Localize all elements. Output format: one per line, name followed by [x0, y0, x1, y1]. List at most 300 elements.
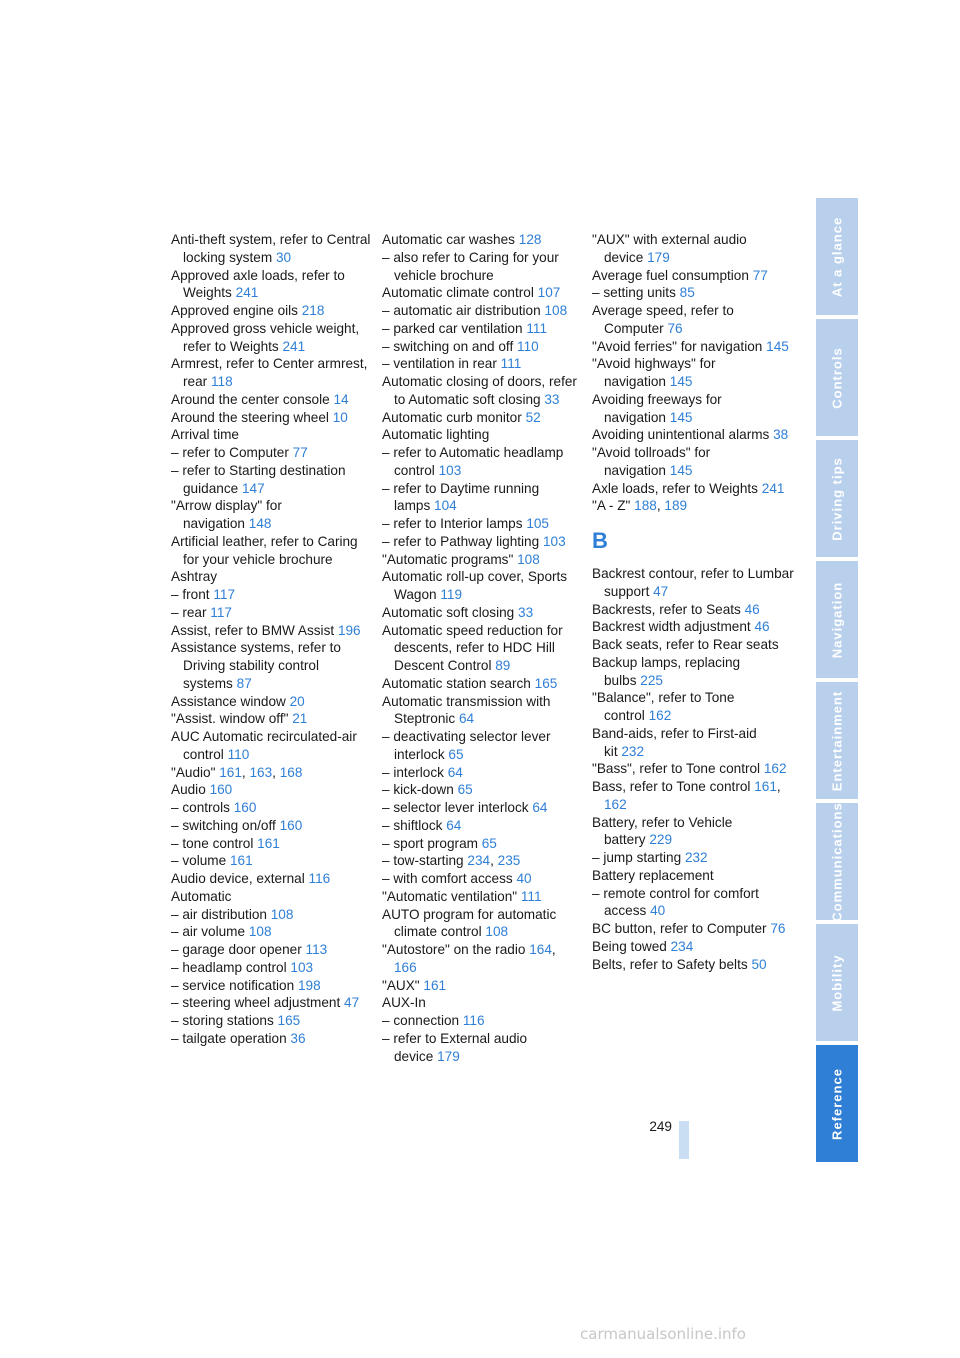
index-entry-text: – ventilation in rear: [382, 356, 497, 372]
index-entry-text: – with comfort access: [382, 871, 513, 886]
page-reference-link[interactable]: 234: [670, 938, 694, 954]
index-entry: [382, 320, 582, 338]
index-entry-text: – jump starting: [592, 850, 682, 865]
index-entry-text: Approved axle loads, refer to Weights: [171, 267, 345, 301]
index-entry: [592, 938, 797, 956]
index-entry-text: "Bass", refer to Tone control: [592, 761, 761, 777]
page-reference-link[interactable]: 36: [290, 1030, 306, 1046]
index-entry: [382, 284, 582, 302]
index-entry: [171, 888, 371, 906]
index-entry: [171, 781, 371, 799]
page-reference-link[interactable]: 103: [438, 462, 462, 478]
index-entry: [171, 941, 371, 959]
index-entry-text: "Avoid highways" for navigation: [592, 356, 716, 389]
index-entry: [382, 728, 582, 764]
index-entry-text: – air volume: [171, 924, 246, 940]
page-reference-link[interactable]: 104: [434, 498, 457, 514]
index-entry-text: "Avoid tollroads" for navigation: [592, 445, 711, 478]
index-entry: [171, 444, 371, 462]
index-entry: [382, 338, 582, 356]
index-entry: [171, 693, 371, 711]
index-entry: [592, 565, 797, 601]
index-entry: [592, 956, 797, 974]
index-entry: [592, 760, 797, 778]
chapter-tab-label: Communications: [829, 801, 845, 922]
index-entry-text: – service notification: [171, 977, 295, 993]
page-reference-link[interactable]: 38: [773, 427, 789, 443]
index-entry-text: Anti-theft system, refer to Central locking system: [171, 232, 371, 265]
page-reference-link[interactable]: 198: [297, 977, 321, 993]
page-reference-link[interactable]: 160: [209, 782, 233, 798]
index-entry: [382, 568, 582, 604]
page-reference-link[interactable]: 108: [248, 924, 272, 940]
page-reference-link[interactable]: 64: [459, 711, 475, 727]
index-entry-text: – tow-starting: [382, 853, 464, 869]
index-entry: [592, 231, 797, 267]
index-entry: [592, 618, 797, 636]
page-reference-link[interactable]: 188: [634, 498, 657, 514]
page-reference-link[interactable]: 85: [679, 285, 695, 301]
index-entry-text: – parked car ventilation: [382, 320, 523, 336]
page-reference-link[interactable]: 52: [525, 409, 541, 425]
index-entry-text: Arrival time: [171, 427, 239, 443]
page-reference-link[interactable]: 111: [520, 888, 542, 904]
index-entry-text: – also refer to Caring for your vehicle brochure: [382, 249, 559, 283]
index-entry: [592, 725, 797, 761]
index-entry: [592, 654, 797, 690]
index-entry: [382, 888, 582, 906]
page-reference-link[interactable]: 196: [337, 622, 361, 638]
index-entry-text: Automatic roll-up cover, Sports Wagon: [382, 569, 568, 602]
page-reference-link[interactable]: 10: [332, 409, 348, 425]
index-entry: [592, 444, 797, 480]
index-entry: [382, 675, 582, 693]
page-reference-link[interactable]: 110: [517, 338, 539, 354]
page-reference-link[interactable]: 103: [290, 959, 314, 975]
page-reference-link[interactable]: 111: [500, 356, 522, 372]
index-entry-text: – volume: [171, 853, 227, 869]
page-reference-link[interactable]: 164: [529, 942, 552, 957]
index-entry-text: AUTO program for automatic climate control: [382, 906, 557, 940]
index-entry: [382, 231, 582, 249]
index-entry-text: – refer to External audio device: [382, 1030, 528, 1064]
index-entry: [171, 1012, 371, 1030]
index-entry-text: Avoiding freeways for navigation: [592, 391, 722, 425]
index-entry-text: – tailgate operation: [171, 1030, 287, 1046]
chapter-tab-at-a-glance[interactable]: [816, 198, 858, 315]
index-entry-text: Back seats, refer to Rear seats: [592, 637, 779, 652]
page-reference-link[interactable]: 234: [467, 853, 491, 869]
page-reference-link[interactable]: 111: [526, 320, 548, 336]
page-reference-link[interactable]: 108: [544, 303, 568, 318]
index-entry: [382, 533, 582, 551]
index-entry-text: Belts, refer to Safety belts: [592, 956, 748, 972]
page-reference-link[interactable]: 179: [647, 249, 670, 265]
index-entry: [592, 480, 797, 498]
index-entry: [592, 849, 797, 867]
index-column-1: [171, 231, 371, 1048]
page-reference-link[interactable]: 47: [344, 995, 360, 1011]
index-entry-text: – connection: [382, 1013, 460, 1028]
page-reference-link[interactable]: 108: [485, 924, 509, 940]
index-entry-text: "Audio": [171, 764, 216, 780]
index-entry: [382, 693, 582, 729]
index-entry-text: Automatic curb monitor: [382, 409, 522, 425]
page-reference-link[interactable]: 33: [518, 604, 534, 620]
index-entry: [171, 870, 371, 888]
index-entry: [592, 867, 797, 885]
chapter-tab-mobility[interactable]: [816, 924, 858, 1041]
chapter-tabs: [816, 198, 858, 1166]
index-entry: [171, 426, 371, 444]
index-entry-text: Assist, refer to BMW Assist: [171, 622, 335, 638]
page-reference-link[interactable]: 65: [448, 746, 464, 762]
index-entry: [171, 586, 371, 604]
index-entry: [592, 689, 797, 725]
index-entry: [382, 426, 582, 444]
index-entry-text: Backrest width adjustment: [592, 619, 751, 635]
page-reference-link[interactable]: 241: [282, 338, 306, 354]
page-reference-link[interactable]: 119: [440, 587, 463, 602]
page-reference-link[interactable]: 161: [219, 764, 242, 780]
index-entry: [171, 835, 371, 853]
chapter-tab-label: Reference: [829, 1067, 845, 1140]
chapter-tab-label: Mobility: [829, 953, 845, 1012]
index-entry: [382, 409, 582, 427]
index-entry: [171, 267, 371, 303]
index-entry: [382, 622, 582, 675]
index-entry: [382, 355, 582, 373]
index-entry-text: – automatic air distribution: [382, 303, 541, 318]
index-entry-text: "AUX": [382, 977, 420, 993]
chapter-tab-label: At a glance: [829, 216, 845, 297]
index-entry-text: Avoiding unintentional alarms: [592, 427, 770, 443]
index-entry-text: Assistance window: [171, 693, 286, 709]
index-entry-text: Backrest contour, refer to Lumbar support: [592, 566, 794, 599]
page-reference-link[interactable]: 87: [236, 675, 252, 691]
page-reference-link[interactable]: 148: [248, 516, 272, 531]
page-reference-link[interactable]: 65: [457, 782, 473, 798]
page-reference-link[interactable]: 40: [516, 871, 532, 886]
page-reference-link[interactable]: 64: [447, 764, 463, 780]
index-entry-text: Band-aids, refer to First-aid kit: [592, 725, 757, 759]
index-entry: [171, 1030, 371, 1048]
page-reference-link[interactable]: 46: [744, 601, 760, 617]
index-entry-text: – controls: [171, 800, 230, 815]
index-entry-text: Around the center console: [171, 391, 330, 407]
index-column-3: [592, 231, 797, 973]
chapter-tab-label: Navigation: [829, 581, 845, 658]
page-reference-link[interactable]: 47: [653, 583, 669, 599]
index-entry: [171, 355, 371, 391]
index-entry-text: – refer to Automatic headlamp control: [382, 445, 564, 478]
index-entry: [171, 409, 371, 427]
chapter-tab-controls[interactable]: [816, 319, 858, 436]
index-entry-text: Ashtray: [171, 569, 218, 585]
watermark: carmanualsonline.info: [580, 1325, 746, 1343]
index-entry-text: "Assist. window off": [171, 711, 289, 727]
index-entry: [171, 923, 371, 941]
page-reference-link[interactable]: 161: [257, 835, 280, 851]
page-reference-link[interactable]: 30: [275, 249, 292, 265]
index-entry: [171, 817, 371, 835]
index-entry: [382, 480, 582, 516]
index-entry-text: – refer to Starting destination guidance: [171, 462, 346, 496]
index-entry-text: – setting units: [592, 285, 676, 301]
index-entry: [382, 1030, 582, 1066]
index-entry: [171, 604, 371, 622]
index-entry-text: Battery replacement: [592, 867, 714, 883]
index-entry: [382, 870, 582, 888]
index-entry: [592, 601, 797, 619]
index-entry-text: Around the steering wheel: [171, 409, 329, 425]
index-entry: [171, 568, 371, 586]
page-reference-link[interactable]: 241: [761, 480, 785, 496]
page-reference-link[interactable]: 103: [542, 533, 566, 549]
index-entry: [592, 338, 797, 356]
index-entry-text: Assistance systems, refer to Driving stability control systems: [171, 640, 341, 691]
index-entry-text: Battery, refer to Vehicle battery: [592, 814, 733, 848]
page-reference-link[interactable]: 163: [249, 764, 273, 780]
index-entry: [171, 533, 371, 569]
chapter-tab-driving-tips[interactable]: [816, 440, 858, 557]
page-reference-link[interactable]: 229: [649, 832, 673, 848]
index-entry-text: – rear: [171, 604, 207, 620]
index-entry: [171, 977, 371, 995]
index-entry: [592, 267, 797, 285]
page-reference-link[interactable]: 20: [289, 693, 305, 709]
index-entry: [382, 604, 582, 622]
page-reference-link[interactable]: 105: [526, 516, 549, 531]
index-entry-text: Average speed, refer to Computer: [592, 303, 734, 336]
index-entry: [382, 817, 582, 835]
index-entry-text: "Arrow display" for navigation: [171, 498, 282, 531]
index-entry: [382, 906, 582, 942]
page-reference-link[interactable]: 165: [534, 675, 558, 691]
index-entry-text: "Autostore" on the radio: [382, 942, 526, 957]
page-reference-link[interactable]: 14: [333, 391, 349, 407]
page-reference-link[interactable]: 168: [279, 764, 303, 780]
index-entry: [382, 781, 582, 799]
chapter-tab-navigation[interactable]: [816, 561, 858, 678]
index-entry: [382, 977, 582, 995]
index-entry-text: – switching on and off: [382, 338, 514, 354]
index-entry-text: AUX-In: [382, 995, 426, 1011]
page-reference-link[interactable]: 232: [684, 850, 708, 865]
page-reference-link[interactable]: 225: [640, 672, 663, 688]
index-entry: [171, 231, 371, 267]
index-entry: [171, 622, 371, 640]
page-reference-link[interactable]: 232: [621, 743, 645, 759]
index-entry: "A - Z" 188, 189: [592, 498, 688, 514]
index-entry: [171, 906, 371, 924]
chapter-tab-entertainment[interactable]: [816, 682, 858, 799]
index-entry-text: Backrests, refer to Seats: [592, 601, 741, 617]
index-entry-text: – refer to Daytime running lamps: [382, 480, 540, 514]
chapter-tab-label: Controls: [829, 346, 845, 409]
page-reference-link[interactable]: 160: [233, 800, 257, 815]
index-entry-text: – kick-down: [382, 782, 454, 798]
page-reference-link[interactable]: 161: [229, 853, 253, 869]
index-entry: [171, 959, 371, 977]
index-entry: [592, 885, 797, 921]
page-reference-link[interactable]: 161: [754, 779, 777, 794]
index-entry-text: Audio device, external: [171, 871, 305, 886]
page-reference-link[interactable]: 117: [210, 604, 232, 620]
index-entry: [382, 799, 582, 817]
index-entry-text: – selector lever interlock: [382, 800, 529, 815]
index-entry: [382, 1012, 582, 1030]
index-entry-text: Armrest, refer to Center armrest, rear: [171, 356, 368, 389]
page-reference-link[interactable]: 147: [241, 480, 265, 496]
page-reference-link[interactable]: 108: [270, 906, 294, 922]
page-reference-link[interactable]: 165: [277, 1013, 301, 1028]
index-entry-text: – refer to Computer: [171, 445, 289, 460]
index-entry-text: Axle loads, refer to Weights: [592, 480, 758, 496]
page-reference-link[interactable]: 64: [532, 800, 548, 815]
index-entry-text: Automatic soft closing: [382, 604, 515, 620]
section-heading-b: B: [592, 528, 608, 553]
index-entry-text: – deactivating selector lever interlock: [382, 729, 551, 762]
index-entry-text: – shiftlock: [382, 817, 443, 833]
index-entry: [592, 920, 797, 938]
page-reference-link[interactable]: 235: [497, 853, 521, 869]
index-entry: [171, 462, 371, 498]
index-entry: "Autostore" on the radio 164, 166: [382, 942, 556, 975]
page-reference-link[interactable]: 89: [495, 658, 511, 673]
index-entry: Bass, refer to Tone control 161, 162: [592, 779, 781, 812]
page-reference-link[interactable]: 218: [301, 303, 325, 318]
index-entry-text: – refer to Interior lamps: [382, 516, 523, 531]
page-reference-link[interactable]: 50: [751, 956, 767, 972]
page-reference-link[interactable]: 160: [279, 817, 303, 833]
index-entry-text: – air distribution: [171, 906, 267, 922]
index-entry-text: Automatic climate control: [382, 285, 534, 301]
index-entry: [171, 391, 371, 409]
page-reference-link[interactable]: 46: [754, 619, 770, 635]
index-entry-text: Approved engine oils: [171, 303, 298, 318]
index-entry: [592, 391, 797, 427]
index-entry: [592, 355, 797, 391]
index-entry: [382, 302, 582, 320]
index-entry-text: "Avoid ferries" for navigation: [592, 338, 763, 354]
page-reference-link[interactable]: 162: [763, 761, 787, 777]
index-entry-text: – switching on/off: [171, 817, 276, 833]
index-entry-text: Audio: [171, 782, 206, 798]
page-reference-link[interactable]: 116: [462, 1013, 485, 1028]
index-entry-text: – steering wheel adjustment: [171, 995, 341, 1011]
page-reference-link[interactable]: 64: [446, 817, 462, 833]
page-reference-link[interactable]: 107: [537, 285, 561, 301]
page-reference-link[interactable]: 110: [227, 746, 250, 762]
index-entry: [382, 551, 582, 569]
index-entry: [171, 728, 371, 764]
index-entry: [171, 302, 371, 320]
page-reference-link[interactable]: 117: [213, 587, 235, 602]
index-entry: [382, 249, 582, 285]
page-reference-link[interactable]: 77: [752, 267, 768, 283]
page-reference-link[interactable]: 65: [481, 835, 497, 851]
index-entry: [382, 515, 582, 533]
index-entry-text: – storing stations: [171, 1013, 274, 1028]
page-reference-link[interactable]: 145: [669, 462, 693, 478]
index-entry-text: Artificial leather, refer to Caring for your vehicle brochure: [171, 533, 358, 567]
page-reference-link[interactable]: 118: [210, 374, 233, 389]
page-reference-link[interactable]: 76: [667, 320, 683, 336]
index-entry-text: Automatic speed reduction for descents, refer to HDC Hill Descent Control: [382, 622, 563, 673]
index-entry-text: "AUX" with external audio device: [592, 232, 747, 265]
index-entry: [382, 835, 582, 853]
index-entry-text: Backup lamps, replacing bulbs: [592, 654, 741, 688]
index-entry-text: – sport program: [382, 835, 478, 851]
page-reference-link[interactable]: 145: [669, 409, 693, 425]
chapter-tab-label: Driving tips: [829, 456, 845, 541]
page-reference-link[interactable]: 40: [650, 903, 666, 919]
index-entry-text: Automatic: [171, 888, 232, 904]
index-entry-text: – remote control for comfort access: [592, 885, 759, 919]
page-reference-link[interactable]: 108: [517, 551, 540, 567]
index-entry: – tow-starting 234, 235: [382, 853, 521, 869]
index-entry-text: "Automatic programs": [382, 551, 514, 567]
index-entry: [592, 636, 797, 654]
page-reference-link[interactable]: 116: [308, 871, 331, 886]
index-entry-text: – garage door opener: [171, 942, 302, 957]
chapter-tab-communications[interactable]: [816, 803, 858, 920]
page-reference-link[interactable]: 189: [664, 498, 688, 514]
index-entry: "Audio" 161, 163, 168: [171, 764, 303, 780]
index-entry-text: Automatic station search: [382, 675, 531, 691]
index-entry-text: BC button, refer to Computer: [592, 921, 767, 936]
index-entry-text: Automatic lighting: [382, 427, 490, 443]
index-entry-text: Automatic car washes: [382, 232, 515, 247]
index-group-a-continued: [592, 231, 797, 515]
page-reference-link[interactable]: 21: [292, 711, 308, 727]
page-reference-link[interactable]: 241: [235, 285, 259, 301]
index-entry-text: "Balance", refer to Tone control: [592, 690, 735, 723]
index-entry: [592, 426, 797, 444]
page-reference-link[interactable]: 113: [305, 942, 328, 957]
index-group-b: [592, 565, 797, 973]
chapter-tab-reference[interactable]: [816, 1045, 858, 1162]
index-entry: [171, 497, 371, 533]
index-entry-text: Bass, refer to Tone control: [592, 779, 751, 794]
index-entry: [171, 639, 371, 692]
page-reference-link[interactable]: 161: [423, 977, 447, 993]
index-entry: [382, 373, 582, 409]
page-reference-link[interactable]: 128: [518, 232, 542, 247]
index-entry-text: "Automatic ventilation": [382, 888, 518, 904]
page-reference-link[interactable]: 145: [766, 338, 789, 354]
page-reference-link[interactable]: 76: [770, 921, 786, 936]
index-entry-text: – headlamp control: [171, 959, 287, 975]
index-entry: [592, 284, 797, 302]
page-reference-link[interactable]: 33: [544, 391, 560, 407]
index-entry: [171, 994, 371, 1012]
page-reference-link[interactable]: 162: [604, 796, 627, 812]
page-reference-link[interactable]: 162: [648, 708, 672, 723]
index-entry: [382, 764, 582, 782]
page-reference-link[interactable]: 166: [394, 959, 417, 975]
index-entry-text: Approved gross vehicle weight, refer to Weights: [171, 320, 360, 354]
index-entry-text: "A - Z": [592, 498, 631, 514]
index-entry-text: Being towed: [592, 938, 667, 954]
page-reference-link[interactable]: 77: [292, 445, 308, 460]
index-entry-text: Average fuel consumption: [592, 267, 749, 283]
page-reference-link[interactable]: 145: [669, 374, 693, 389]
page-reference-link[interactable]: 179: [437, 1048, 460, 1064]
chapter-tab-label: Entertainment: [829, 690, 845, 791]
page-number-bar: [679, 1121, 689, 1159]
